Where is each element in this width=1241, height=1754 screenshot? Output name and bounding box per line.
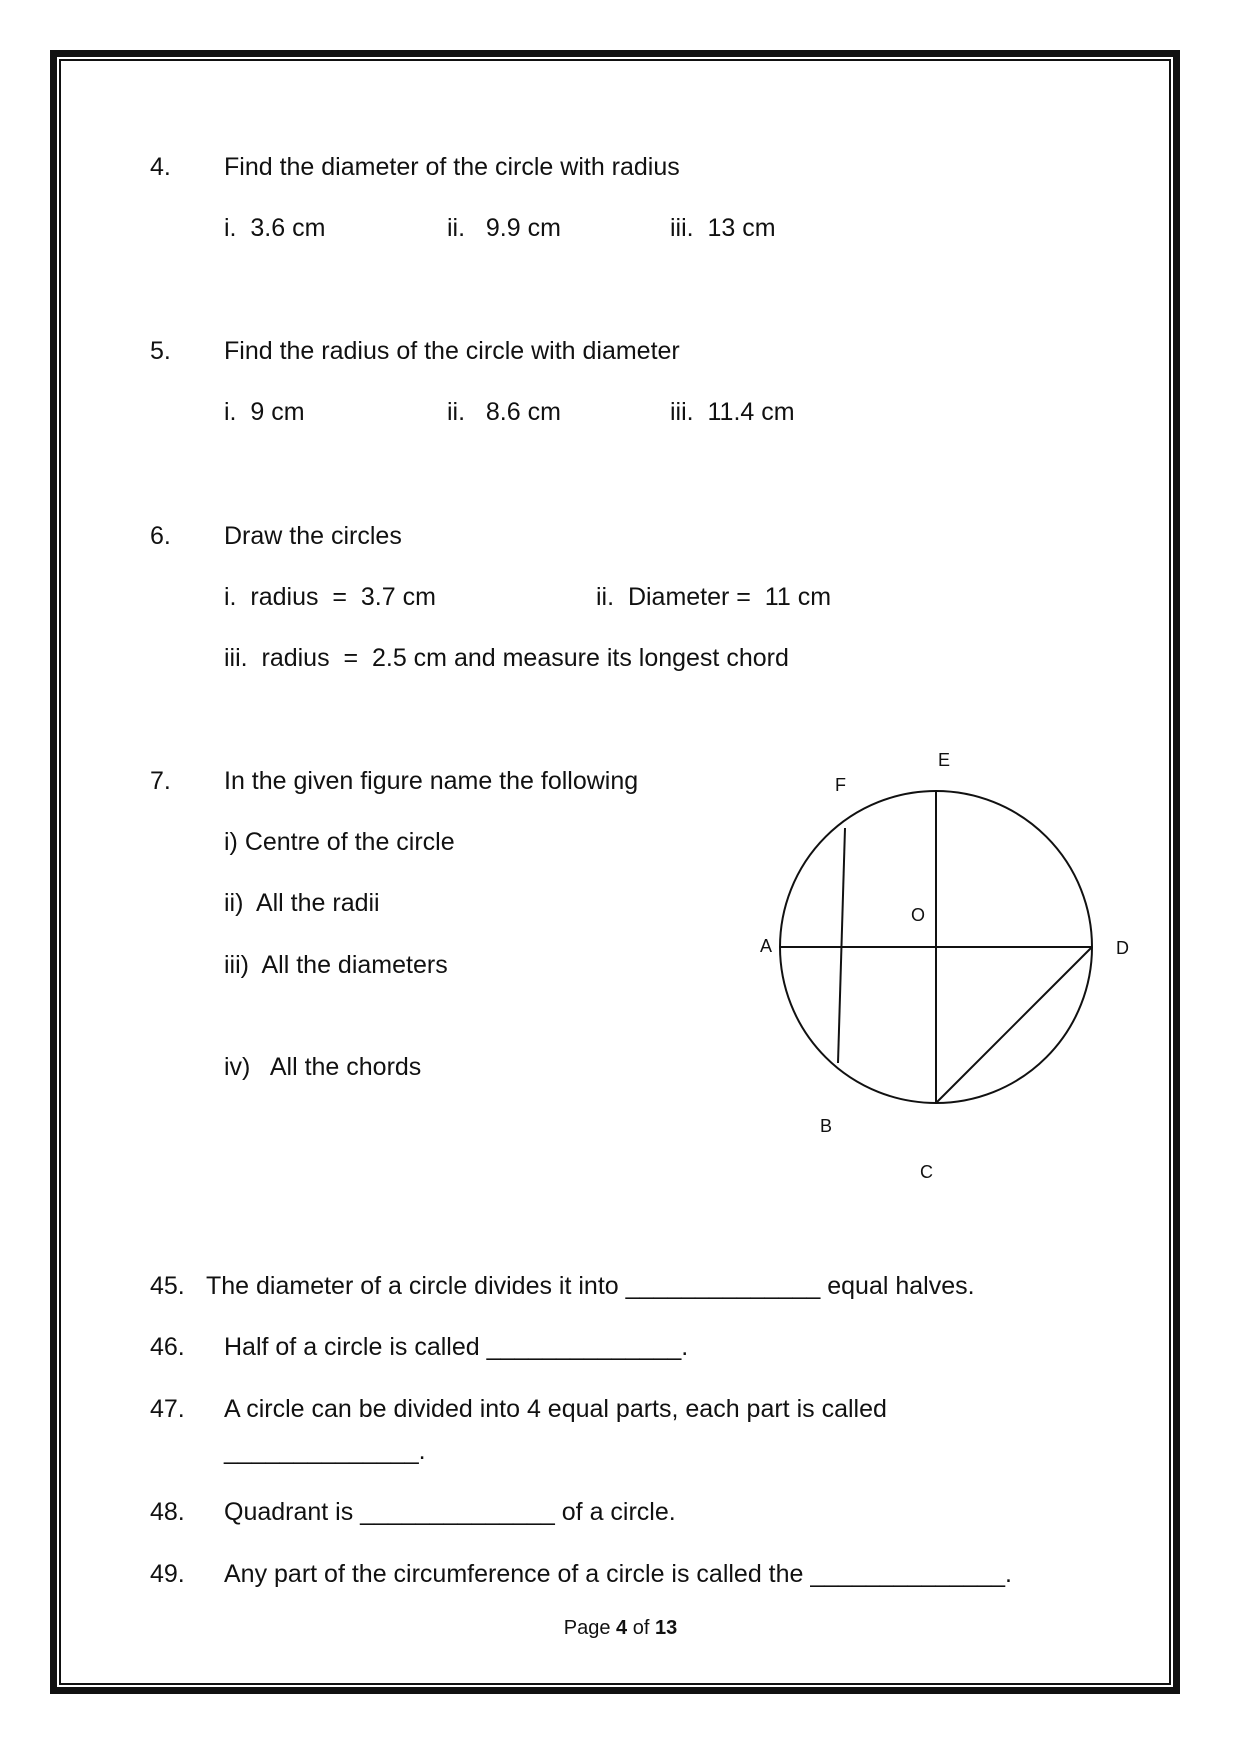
q49-text: Any part of the circumference of a circle is called the ______________. (224, 1560, 1012, 1588)
q48-number: 48. (150, 1498, 185, 1526)
q7-item-4: iv) All the chords (224, 1053, 422, 1081)
q4-option-1: i. 3.6 cm (224, 214, 326, 242)
q46-text: Half of a circle is called ______________. (224, 1333, 689, 1361)
q49-number: 49. (150, 1560, 185, 1588)
q46-number: 46. (150, 1333, 185, 1361)
q5-text: Find the radius of the circle with diameter (224, 337, 680, 365)
label-B: B (820, 1116, 833, 1136)
q4-text: Find the diameter of the circle with radius (224, 153, 680, 181)
q47-number: 47. (150, 1395, 185, 1423)
q6-text: Draw the circles (224, 522, 402, 550)
label-E: E (938, 750, 951, 770)
q5-option-2: ii. 8.6 cm (447, 398, 561, 426)
q4-number: 4. (150, 153, 171, 181)
q6-option-2: ii. Diameter = 11 cm (596, 583, 832, 611)
label-O: O (911, 905, 926, 925)
q4-option-2: ii. 9.9 cm (447, 214, 561, 242)
q47-text: A circle can be divided into 4 equal parts, each part is called (224, 1395, 887, 1423)
label-C: C (920, 1162, 933, 1182)
q5-number: 5. (150, 337, 171, 365)
footer-total-pages: 13 (654, 1617, 678, 1639)
q6-option-1: i. radius = 3.7 cm (224, 583, 436, 611)
chord-DC (936, 947, 1092, 1103)
q7-text: In the given figure name the following (224, 767, 639, 795)
q4-option-3: iii. 13 cm (670, 214, 776, 242)
q48-text: Quadrant is ______________ of a circle. (224, 1498, 676, 1526)
q47-text-blank: ______________. (224, 1437, 426, 1465)
q7-number: 7. (150, 767, 171, 795)
page-footer (0, 1616, 1241, 1640)
q6-option-3: iii. radius = 2.5 cm and measure its longest chord (224, 644, 789, 672)
q7-item-1: i) Centre of the circle (224, 828, 455, 856)
footer-current-page: 4 (616, 1617, 628, 1639)
chord-FB (838, 828, 845, 1063)
circle-figure (760, 740, 1140, 1190)
q45-text: The diameter of a circle divides it into ______________ equal halves. (206, 1272, 975, 1300)
q7-item-3: iii) All the diameters (224, 951, 448, 979)
q6-number: 6. (150, 522, 171, 550)
label-D: D (1116, 938, 1129, 958)
q5-option-3: iii. 11.4 cm (670, 398, 795, 426)
q45-number: 45. (150, 1272, 185, 1300)
q7-item-2: ii) All the radii (224, 889, 380, 917)
q5-option-1: i. 9 cm (224, 398, 305, 426)
footer-middle: of (627, 1617, 655, 1639)
footer-prefix: Page (563, 1617, 617, 1639)
label-F: F (835, 775, 846, 795)
label-A: A (760, 936, 773, 956)
